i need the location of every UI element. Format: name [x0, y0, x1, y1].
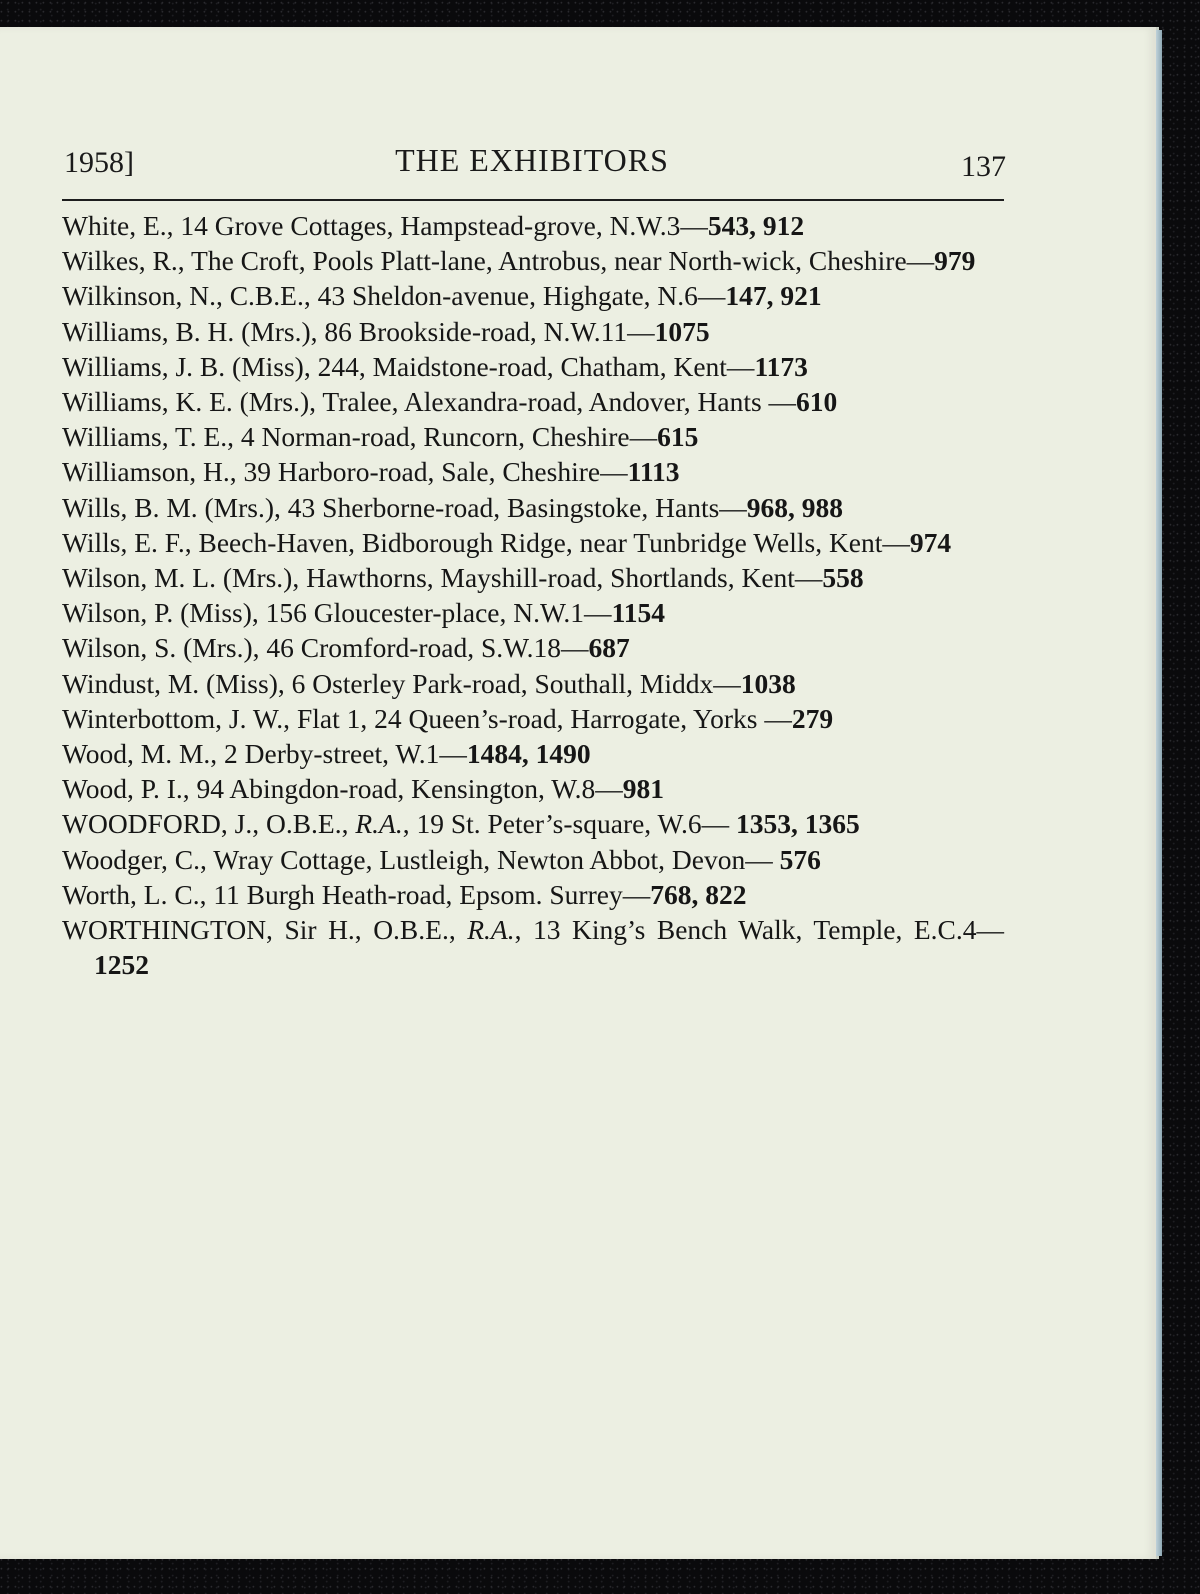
- exhibitor-name: Williams, J. B. (Miss),: [62, 350, 311, 382]
- header-title: THE EXHIBITORS: [395, 142, 669, 178]
- exhibitor-entry: [62, 490, 1004, 525]
- exhibitor-address: Flat 1, 24 Queen’s-road, Harrogate, Yorks —: [290, 702, 792, 734]
- exhibitor-address: Hawthorns, Mayshill-road, Shortlands, Kent—: [299, 562, 823, 594]
- exhibitor-name: Williams, K. E. (Mrs.),: [62, 386, 316, 418]
- exhibitor-address: 156 Gloucester-place, N.W.1—: [258, 597, 612, 629]
- exhibitor-address: 43 Sheldon-avenue, Highgate, N.6—: [310, 280, 726, 312]
- exhibitor-name: Wilson, M. L. (Mrs.),: [62, 562, 300, 594]
- catalogue-numbers: 1038: [740, 667, 796, 699]
- exhibitor-name: Williams, T. E.,: [62, 421, 235, 453]
- exhibitor-address: Beech-Haven, Bidborough Ridge, near Tunbridge Wells, Kent—: [191, 526, 910, 558]
- exhibitor-entry: [62, 630, 1004, 665]
- catalogue-numbers: 768, 822: [650, 878, 747, 910]
- page-edge: [1156, 30, 1162, 1556]
- exhibitor-entry: [62, 877, 1004, 912]
- exhibitor-name: Williams, B. H. (Mrs.),: [62, 315, 318, 347]
- exhibitor-entry: [62, 278, 1004, 313]
- catalogue-numbers: 1075: [654, 315, 710, 347]
- catalogue-numbers: 687: [588, 632, 630, 664]
- exhibitor-entry: [62, 243, 1004, 278]
- exhibitor-address: 46 Cromford-road, S.W.18—: [259, 632, 589, 664]
- exhibitor-entry: [62, 560, 1004, 595]
- exhibitor-entry: [62, 912, 1004, 982]
- exhibitor-name: Winterbottom, J. W.,: [62, 702, 291, 734]
- academy-title: R.A.: [455, 914, 515, 946]
- page-number: 137: [961, 150, 1006, 183]
- exhibitor-address: 94 Abingdon-road, Kensington, W.8—: [189, 773, 623, 805]
- exhibitor-entry: [62, 842, 1004, 877]
- header-year: 1958]: [64, 146, 134, 179]
- catalogue-numbers: 1353, 1365: [736, 808, 860, 840]
- catalogue-numbers: 279: [791, 702, 834, 734]
- exhibitor-address: 86 Brookside-road, N.W.11—: [317, 315, 655, 347]
- exhibitor-entry: [62, 771, 1004, 806]
- exhibitor-entry: [62, 806, 1004, 841]
- exhibitor-entry: [62, 314, 1004, 349]
- exhibitor-address: 2 Derby-street, W.1—: [217, 738, 467, 770]
- exhibitor-address: Tralee, Alexandra-road, Andover, Hants —: [316, 386, 797, 418]
- exhibitor-entry: [62, 349, 1004, 384]
- academy-title: R.A.: [348, 808, 403, 840]
- exhibitor-entry: [62, 454, 1004, 489]
- running-header: [62, 140, 1006, 190]
- catalogue-numbers: 979: [934, 245, 976, 277]
- exhibitor-entry: [62, 701, 1004, 736]
- exhibitor-address: , 19 St. Peter’s-square, W.6—: [402, 808, 736, 840]
- catalogue-numbers: 974: [909, 526, 952, 558]
- exhibitor-address: , 13 King’s Bench Walk, Temple, E.C.4—: [514, 914, 1004, 946]
- exhibitor-name: Wills, E. F.,: [62, 526, 192, 558]
- exhibitor-address: 43 Sherborne-road, Basingstoke, Hants—: [280, 491, 747, 523]
- catalogue-numbers: 576: [779, 843, 821, 875]
- catalogue-numbers: 981: [622, 773, 665, 805]
- catalogue-numbers: 1173: [754, 350, 808, 382]
- exhibitor-entry: [62, 736, 1004, 771]
- catalogue-numbers: 968, 988: [746, 491, 844, 523]
- exhibitor-entry: [62, 384, 1004, 419]
- exhibitor-address: The Croft, Pools Platt-lane, Antrobus, near North-wick, Cheshire—: [184, 245, 935, 277]
- catalogue-numbers: 1154: [611, 597, 666, 629]
- catalogue-numbers: 1113: [627, 456, 680, 488]
- exhibitor-name: Windust, M. (Miss),: [62, 667, 285, 699]
- header-rule: [62, 199, 1004, 201]
- exhibitor-address: 4 Norman-road, Runcorn, Cheshire—: [234, 421, 658, 453]
- exhibitor-address: 39 Harboro-road, Sale, Cheshire—: [236, 456, 628, 488]
- exhibitor-name: Wilson, P. (Miss),: [62, 597, 259, 629]
- exhibitor-name: Wilkes, R.,: [62, 245, 185, 277]
- catalogue-numbers: 147, 921: [725, 280, 822, 312]
- exhibitor-name: Woodger, C.,: [62, 843, 207, 875]
- exhibitor-address: 14 Grove Cottages, Hampstead-grove, N.W.3—: [173, 210, 708, 241]
- catalogue-numbers: 610: [796, 386, 838, 418]
- exhibitor-entry: [62, 595, 1004, 630]
- exhibitor-entry: [62, 208, 1004, 243]
- exhibitor-name: Wilkinson, N., C.B.E.,: [62, 280, 311, 312]
- exhibitor-entry: [62, 525, 1004, 560]
- exhibitor-name: Wood, M. M.,: [62, 738, 218, 770]
- exhibitor-address: 11 Burgh Heath-road, Epsom. Surrey—: [206, 878, 651, 910]
- exhibitor-name: Williamson, H.,: [62, 456, 237, 488]
- catalogue-numbers: 1252: [94, 949, 149, 981]
- exhibitor-address: Wray Cottage, Lustleigh, Newton Abbot, Devon—: [206, 843, 780, 875]
- exhibitor-name: Wilson, S. (Mrs.),: [62, 632, 260, 664]
- catalogue-numbers: 558: [822, 562, 864, 594]
- exhibitor-name: Worth, L. C.,: [62, 878, 207, 910]
- exhibitor-address: 244, Maidstone-road, Chatham, Kent—: [310, 350, 755, 382]
- exhibitor-name: Wills, B. M. (Mrs.),: [62, 491, 281, 523]
- exhibitor-name: Wood, P. I.,: [62, 773, 190, 805]
- catalogue-numbers: 615: [657, 421, 699, 453]
- exhibitor-name: WOODFORD, J., O.B.E.,: [62, 808, 349, 840]
- catalogue-numbers: 1484, 1490: [466, 738, 591, 770]
- exhibitor-entry: [62, 419, 1004, 454]
- exhibitor-name: White, E.,: [62, 210, 174, 241]
- catalogue-numbers: 543, 912: [707, 210, 805, 241]
- exhibitor-name: WORTHINGTON, Sir H., O.B.E.,: [62, 914, 456, 946]
- exhibitor-list: [62, 208, 1004, 982]
- exhibitor-entry: [62, 666, 1004, 701]
- exhibitor-address: 6 Osterley Park-road, Southall, Middx—: [284, 667, 741, 699]
